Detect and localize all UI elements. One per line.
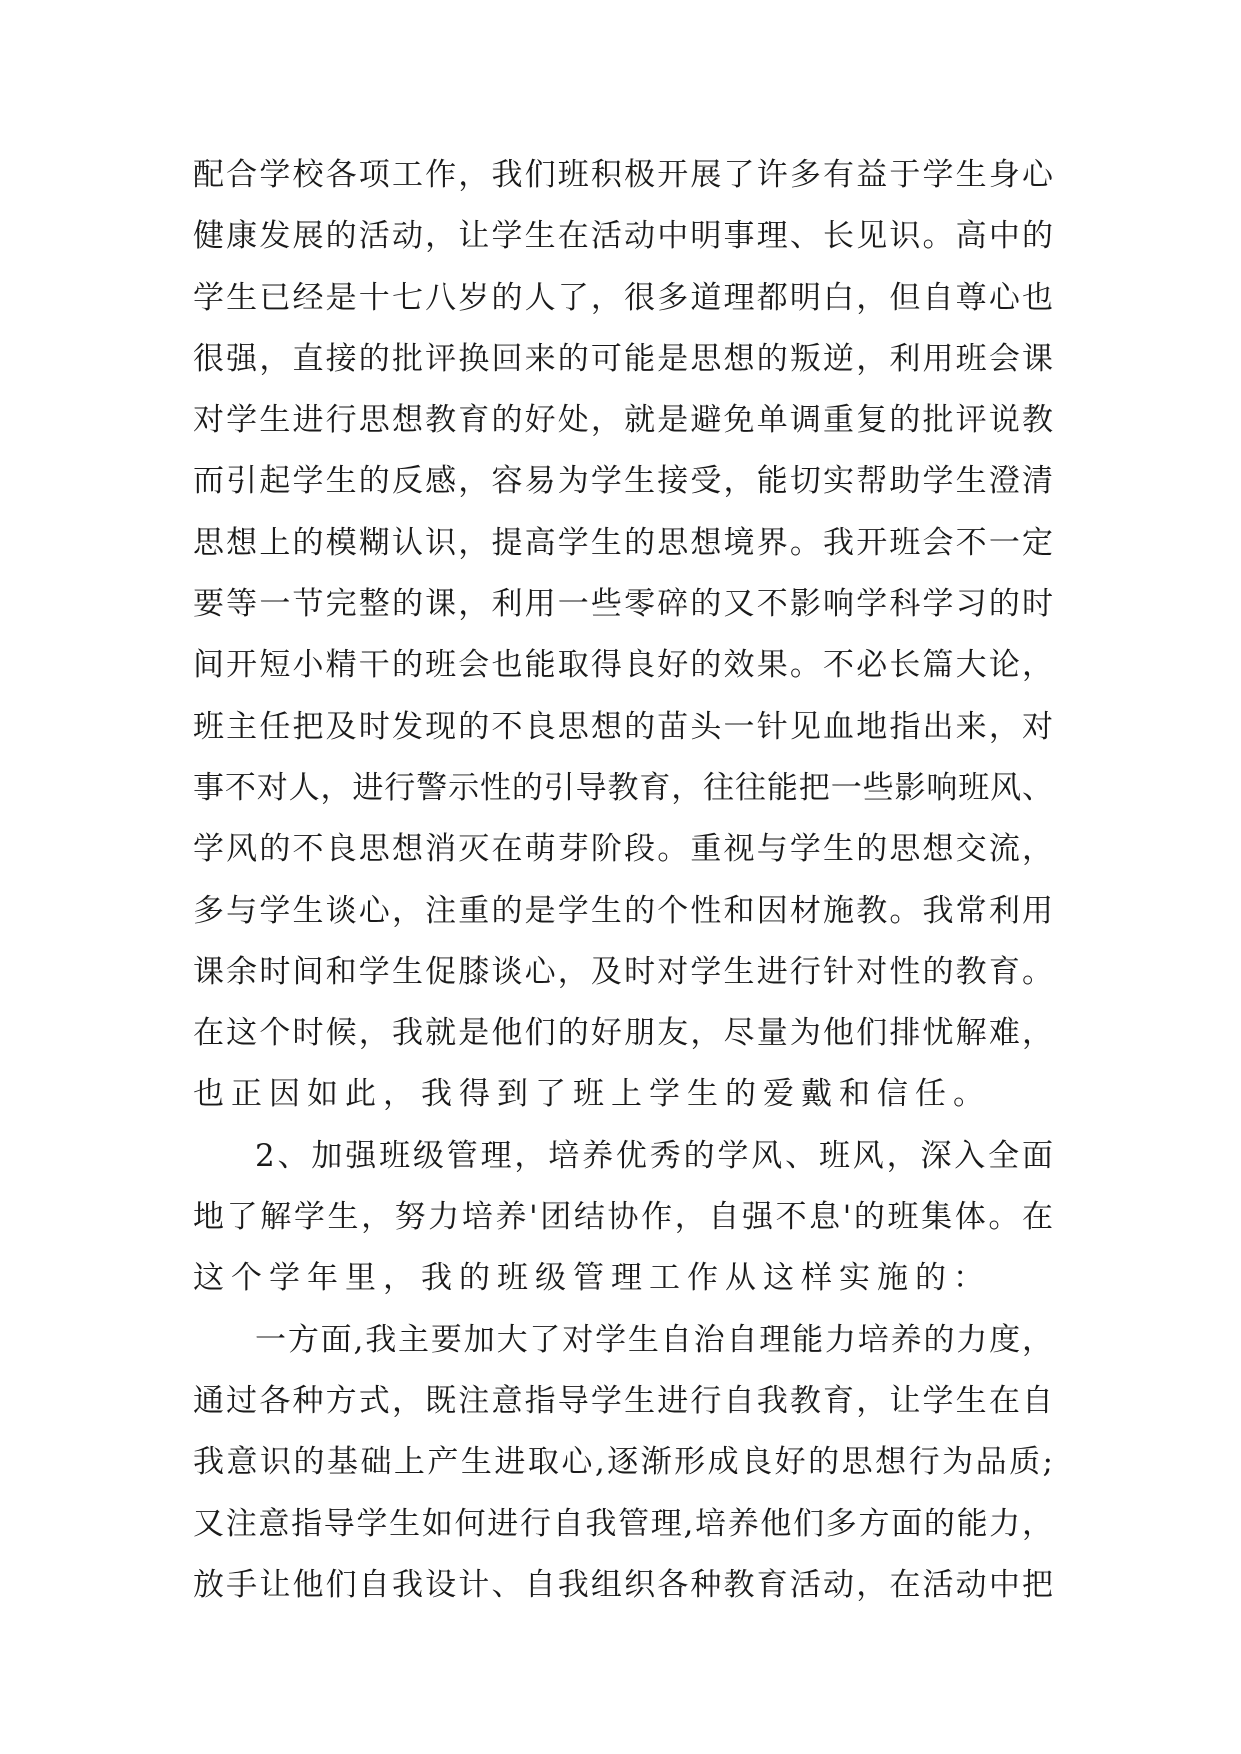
- text-line: 多与学生谈心，注重的是学生的个性和因材施教。我常利用: [193, 892, 1053, 929]
- text-line: 也正因如此，我得到了班上学生的爱戴和信任。: [193, 1076, 991, 1113]
- text-line: 而引起学生的反感，容易为学生接受，能切实帮助学生澄清: [193, 463, 1053, 500]
- text-line: 班主任把及时发现的不良思想的苗头一针见血地指出来，对: [193, 708, 1053, 745]
- text-line: 在这个时候，我就是他们的好朋友，尽量为他们排忧解难，: [193, 1015, 1053, 1052]
- text-line: 又注意指导学生如何进行自我管理,培养他们多方面的能力，: [193, 1505, 1053, 1542]
- text-line: 很强，直接的批评换回来的可能是思想的叛逆，利用班会课: [193, 340, 1053, 377]
- text-line: 课余时间和学生促膝谈心，及时对学生进行针对性的教育。: [193, 953, 1053, 990]
- text-line: 学风的不良思想消灭在萌芽阶段。重视与学生的思想交流，: [193, 831, 1053, 868]
- text-line: 对学生进行思想教育的好处，就是避免单调重复的批评说教: [193, 402, 1053, 439]
- text-line: 2、加强班级管理，培养优秀的学风、班风，深入全面: [255, 1137, 1053, 1174]
- text-line: 事不对人，进行警示性的引导教育，往往能把一些影响班风、: [193, 769, 1053, 806]
- text-line: 要等一节完整的课，利用一些零碎的又不影响学科学习的时: [193, 586, 1053, 623]
- text-line: 我意识的基础上产生进取心,逐渐形成良好的思想行为品质;: [193, 1444, 1053, 1481]
- text-line: 健康发展的活动，让学生在活动中明事理、长见识。高中的: [193, 218, 1053, 255]
- body-text: [193, 145, 1053, 1616]
- text-line: 地了解学生，努力培养'团结协作，自强不息'的班集体。在: [193, 1199, 1053, 1236]
- text-line: 通过各种方式，既注意指导学生进行自我教育，让学生在自: [193, 1382, 1053, 1419]
- text-line: 这个学年里，我的班级管理工作从这样实施的：: [193, 1260, 991, 1297]
- text-line: 间开短小精干的班会也能取得良好的效果。不必长篇大论，: [193, 647, 1053, 684]
- text-line: 一方面,我主要加大了对学生自治自理能力培养的力度，: [255, 1321, 1053, 1358]
- text-line: 放手让他们自我设计、自我组织各种教育活动，在活动中把: [193, 1566, 1053, 1603]
- text-line: 配合学校各项工作，我们班积极开展了许多有益于学生身心: [193, 157, 1053, 193]
- text-line: 学生已经是十七八岁的人了，很多道理都明白，但自尊心也: [193, 279, 1053, 316]
- text-line: 思想上的模糊认识，提高学生的思想境界。我开班会不一定: [193, 524, 1053, 561]
